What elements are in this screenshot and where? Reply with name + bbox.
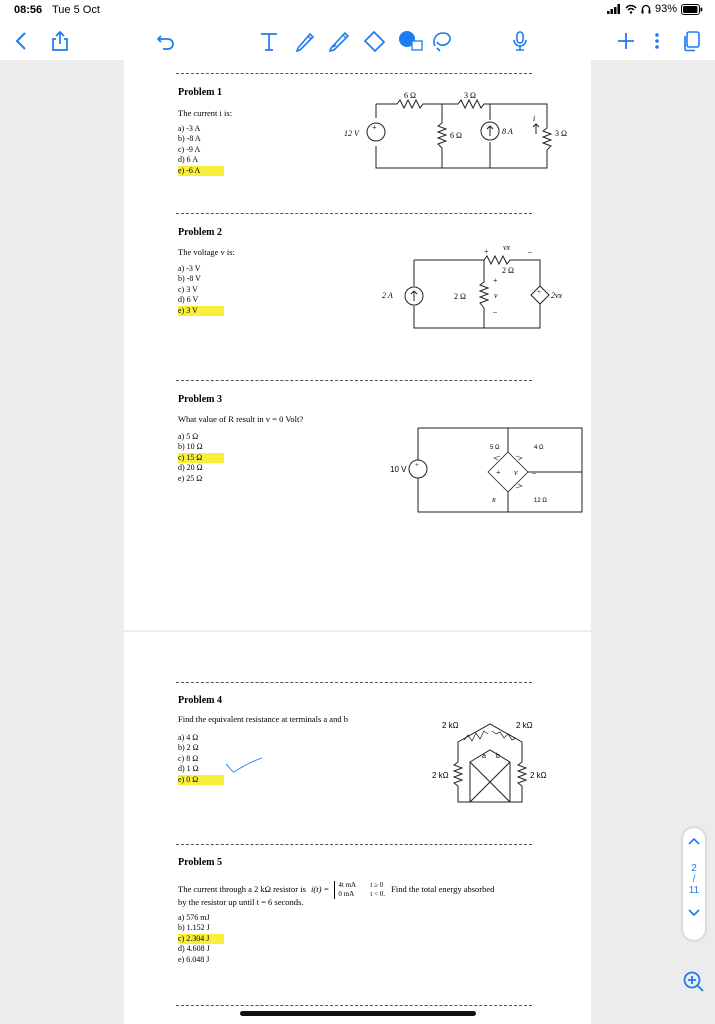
divider: [176, 682, 532, 683]
svg-text:+: +: [496, 468, 501, 477]
document-page-4[interactable]: [124, 632, 591, 1024]
option: a) 4 Ω: [178, 733, 199, 742]
problem-title: Problem 1: [178, 87, 222, 98]
option: b) -8 V: [178, 274, 201, 284]
option: a) 5 Ω: [178, 432, 199, 441]
shapes-tool-button[interactable]: [396, 22, 426, 60]
label-current-source: 8 A: [502, 127, 513, 136]
answer-options: [178, 733, 224, 785]
svg-text:+: +: [372, 123, 377, 132]
divider: [176, 844, 532, 845]
problem-question: The voltage v is:: [178, 247, 235, 257]
answer-options: [178, 124, 224, 176]
back-chevron-icon: [15, 32, 27, 50]
pen-tool-button[interactable]: [292, 22, 318, 60]
option: e) 25 Ω: [178, 473, 203, 483]
more-icon: [654, 32, 660, 50]
eraser-tool-button[interactable]: [360, 22, 388, 60]
label-r: R: [492, 498, 496, 504]
label-r3: 12 Ω: [534, 498, 547, 504]
option: d) 6 A: [178, 155, 198, 165]
formula-lhs: i(t) =: [311, 883, 330, 894]
label-source: 2 A: [382, 291, 393, 300]
text-tool-icon: [259, 31, 279, 51]
text-tool-button[interactable]: [256, 22, 282, 60]
label-r-mid: 2 Ω: [454, 292, 466, 301]
battery-icon: [681, 4, 703, 15]
option: a) 576 mJ: [178, 913, 210, 922]
chevron-down-icon[interactable]: [687, 908, 701, 918]
option: b) 10 Ω: [178, 442, 203, 452]
answer-options: [178, 432, 224, 484]
answer-options: [178, 913, 224, 965]
label-vx: vx: [503, 243, 511, 252]
problem-question: What value of R result in v = 0 Volt?: [178, 414, 304, 424]
share-icon: [51, 30, 69, 52]
pages-icon: [682, 30, 702, 52]
option: c) 3 V: [178, 284, 198, 294]
label-r-top: 2 Ω: [502, 266, 514, 275]
undo-icon: [156, 32, 176, 50]
eraser-icon: [362, 30, 386, 52]
document-page-3[interactable]: [124, 60, 591, 630]
option: d) 4.608 J: [178, 944, 210, 954]
microphone-button[interactable]: [507, 22, 533, 60]
label-source: 10 V: [390, 465, 407, 474]
page-separator: /: [692, 874, 696, 885]
problem-title: Problem 5: [178, 857, 222, 868]
pencil-icon: [327, 30, 351, 52]
label-r2: 3 Ω: [464, 91, 476, 100]
status-bar: [0, 0, 715, 22]
terminal-a: a: [482, 753, 486, 760]
option-highlighted: e) 0 Ω: [178, 775, 224, 785]
status-date: Tue 5 Oct: [52, 4, 100, 16]
add-page-icon: [617, 32, 635, 50]
problem-title: Problem 2: [178, 227, 222, 238]
back-button[interactable]: [10, 22, 32, 60]
circuit-diagram-4: [430, 714, 570, 814]
problem-question: The current i is:: [178, 108, 233, 118]
answer-options: [178, 264, 224, 316]
toolbar: [0, 22, 715, 60]
option-highlighted: e) -6 A: [178, 166, 224, 176]
label-v: v: [494, 291, 498, 300]
label-dependent: 2vx: [551, 291, 563, 300]
status-time: 08:56: [14, 4, 43, 16]
question-text: The current through a 2 kΩ resistor is: [178, 883, 306, 894]
lasso-icon: [431, 30, 453, 52]
more-button[interactable]: [648, 22, 666, 60]
wifi-icon: [625, 4, 637, 14]
option: e) 6.048 J: [178, 954, 210, 964]
svg-text:–: –: [493, 307, 497, 316]
problem-question-line2: by the resistor up until t = 6 seconds.: [178, 897, 304, 907]
option: d) 1 Ω: [178, 764, 199, 774]
label-current: i: [533, 114, 536, 123]
divider: [176, 73, 532, 74]
svg-text:–: –: [528, 247, 532, 256]
label-r1: 5 Ω: [490, 445, 500, 451]
status-indicators: [607, 3, 703, 15]
headphones-icon: [641, 4, 651, 14]
divider: [176, 380, 532, 381]
label-v: v: [514, 468, 518, 477]
pencil-tool-button[interactable]: [326, 22, 352, 60]
home-indicator[interactable]: [240, 1011, 476, 1016]
option: b) 1.152 J: [178, 923, 210, 933]
label-source: 12 V: [344, 129, 359, 138]
option: d) 20 Ω: [178, 463, 203, 473]
option: a) -3 A: [178, 124, 201, 133]
shapes-icon: [397, 29, 425, 53]
option: b) 2 Ω: [178, 743, 199, 753]
svg-text:+: +: [537, 288, 541, 296]
piecewise-formula: 4t mA t ≥ 0 0 mA t < 0.: [334, 881, 385, 899]
pen-icon: [294, 30, 316, 52]
label-r4: 3 Ω: [555, 129, 567, 138]
label-r3: 6 Ω: [450, 131, 462, 140]
problem-title: Problem 4: [178, 695, 222, 706]
microphone-icon: [511, 30, 529, 52]
option: b) -8 A: [178, 134, 201, 144]
option-highlighted: e) 3 V: [178, 306, 224, 316]
label-r2: 4 Ω: [534, 445, 544, 451]
label-r2: 2 kΩ: [516, 721, 533, 730]
page-navigator[interactable]: [683, 828, 705, 940]
battery-percent: 93%: [654, 3, 677, 15]
label-r1: 2 kΩ: [442, 721, 459, 730]
share-button[interactable]: [46, 22, 74, 60]
svg-text:+: +: [415, 461, 419, 469]
option: d) 6 V: [178, 295, 199, 305]
label-r1: 6 Ω: [404, 91, 416, 100]
option-highlighted: c) 15 Ω: [178, 453, 224, 463]
divider: [176, 1005, 532, 1006]
chevron-up-icon[interactable]: [687, 836, 701, 846]
total-pages: 11: [688, 885, 700, 896]
circuit-diagram-1: [342, 88, 582, 178]
label-r4: 2 kΩ: [530, 771, 547, 780]
current-page: 2: [691, 863, 697, 874]
circuit-diagram-2: [372, 240, 582, 340]
divider: [176, 213, 532, 214]
svg-text:+: +: [484, 247, 489, 256]
pages-button[interactable]: [679, 22, 705, 60]
option: c) 8 Ω: [178, 753, 199, 763]
option: c) -9 A: [178, 144, 201, 154]
problem-title: Problem 3: [178, 394, 222, 405]
undo-button[interactable]: [152, 22, 180, 60]
question-text: Find the total energy absorbed: [391, 883, 495, 894]
problem-question: Find the equivalent resistance at terminals a and b: [178, 714, 348, 724]
add-page-button[interactable]: [614, 22, 638, 60]
svg-text:+: +: [493, 276, 498, 285]
terminal-b: b: [496, 753, 500, 760]
handwritten-checkmark: [222, 752, 264, 782]
zoom-in-icon[interactable]: [682, 970, 706, 994]
svg-text:–: –: [532, 468, 536, 477]
lasso-tool-button[interactable]: [428, 22, 456, 60]
option: a) -3 V: [178, 264, 201, 273]
circuit-diagram-3: [386, 424, 586, 519]
cellular-signal-icon: [607, 4, 621, 14]
option-highlighted: c) 2.304 J: [178, 934, 224, 944]
label-r3: 2 kΩ: [432, 771, 449, 780]
